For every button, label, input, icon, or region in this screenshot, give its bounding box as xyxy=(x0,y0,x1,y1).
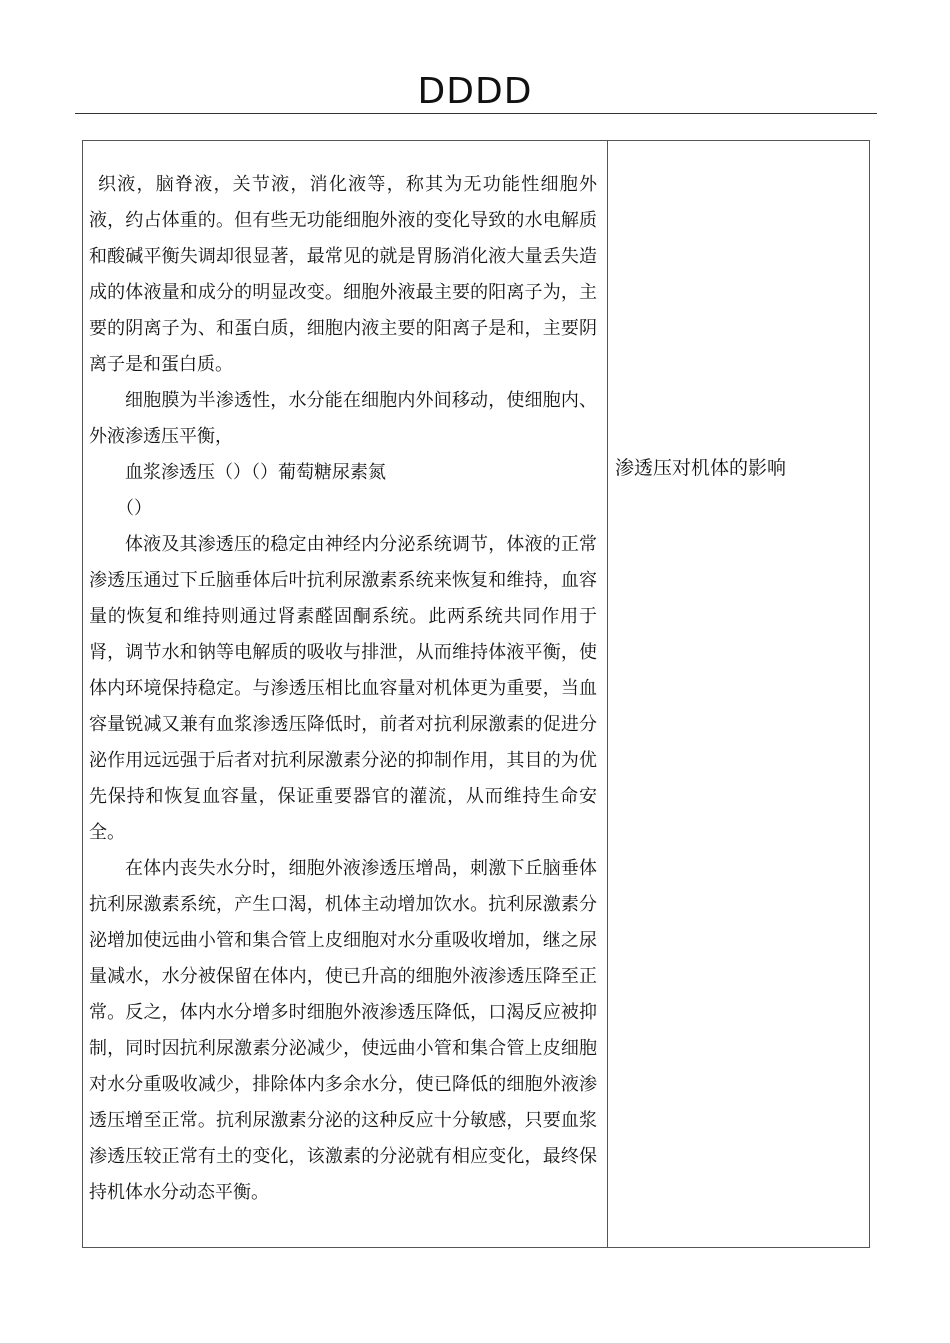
main-text-cell xyxy=(89,167,597,1211)
paragraph-neuroendocrine-regulation: 体液及其渗透压的稳定由神经内分泌系统调节，体液的正常渗透压通过下丘脑垂体后叶抗利尿激素系统来恢复和维持，血容量的恢复和维持则通过肾素醛固酮系统。此两系统共同作用于肾，调节水和钠等电解质的吸收与排泄，从而维持体液平衡，使体内环境保持稳定。与渗透压相比血容量对机体更为重要，当血容量锐减又兼有血浆渗透压降低时，前者对抗利尿激素的促进分泌作用远远强于后者对抗利尿激素分泌的抑制作用，其目的为优先保持和恢复血容量，保证重要器官的灌流，从而维持生命安全。 xyxy=(89,534,597,843)
column-divider xyxy=(607,141,608,1247)
paragraph-cell-membrane: 细胞膜为半渗透性，水分能在细胞内外间移动，使细胞内、外液渗透压平衡， xyxy=(89,390,597,447)
paragraph-extracellular-fluid: 织液，脑脊液，关节液，消化液等，称其为无功能性细胞外液，约占体重的。但有些无功能细胞外液的变化导致的水电解质和酸碱平衡失调却很显著，最常见的就是胃肠消化液大量丢失造成的体液量和成分的明显改变。细胞外液最主要的阳离子为，主要的阴离子为、和蛋白质，细胞内液主要的阳离子是和，主要阴离子是和蛋白质。 xyxy=(89,174,597,375)
header-divider xyxy=(75,113,877,114)
page-header-title: DDDD xyxy=(417,71,533,112)
paragraph-plasma-osmolality-formula: 血浆渗透压（）（）葡萄糖尿素氮 xyxy=(125,462,386,483)
side-label-cell: 渗透压对机体的影响 xyxy=(615,457,787,479)
paragraph-formula-continuation: （） xyxy=(116,498,152,519)
content-table xyxy=(82,140,870,1248)
paragraph-water-loss-response: 在体内丧失水分时，细胞外液渗透压增咼，刺激下丘脑垂体抗利尿激素系统，产生口渴，机体主动增加饮水。抗利尿激素分泌增加使远曲小管和集合管上皮细胞对水分重吸收增加，继之尿量减水，水分被保留在体内，使已升高的细胞外液渗透压降至正常。反之，体内水分增多时细胞外液渗透压降低，口渴反应被抑制，同时因抗利尿激素分泌减少，使远曲小管和集合管上皮细胞对水分重吸收减少，排除体内多余水分，使已降低的细胞外液渗透压增至正常。抗利尿激素分泌的这种反应十分敏感，只要血浆渗透压较正常有土的变化，该激素的分泌就有相应变化，最终保持机体水分动态平衡。 xyxy=(89,858,597,1203)
